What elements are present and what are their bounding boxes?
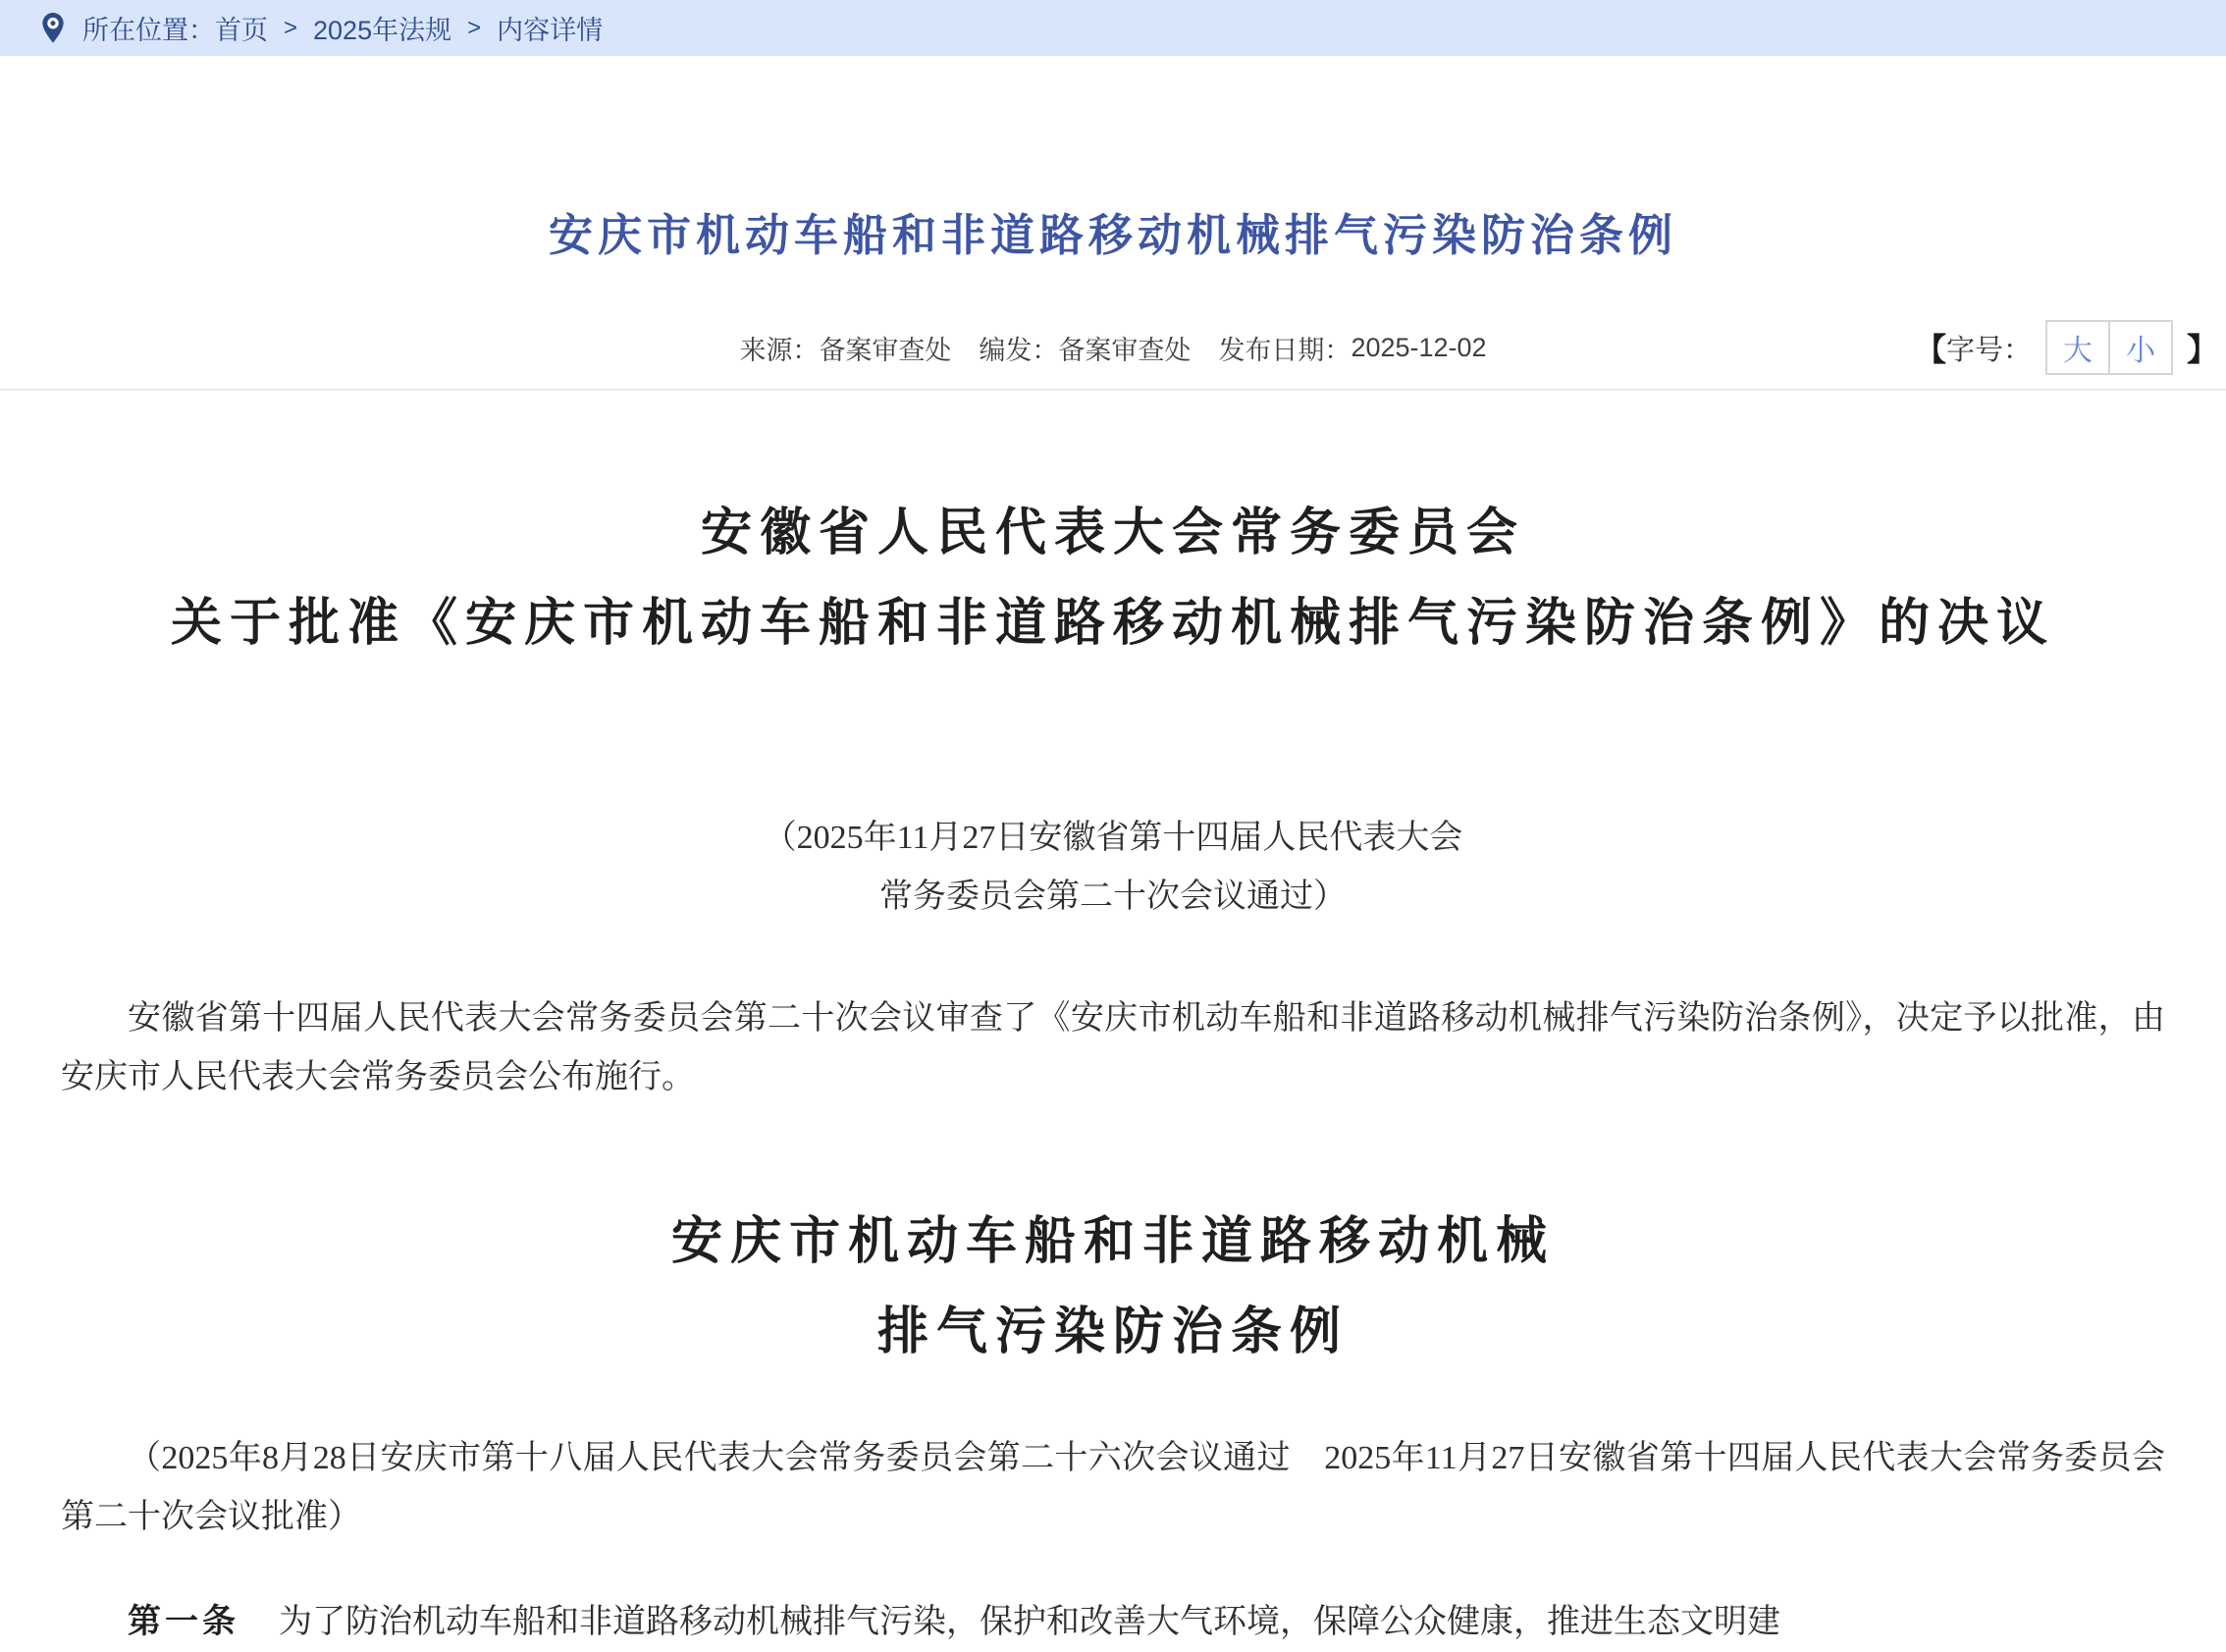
article-meta — [739, 329, 1486, 367]
page-title: 安庆市机动车船和非道路移动机械排气污染防治条例 — [548, 210, 1677, 260]
breadcrumb-separator-icon: > — [467, 14, 482, 41]
font-size-label: 字号： — [1945, 334, 2032, 366]
regulation-article-1 — [61, 1592, 2165, 1652]
font-size-open-bracket: 【 — [1914, 332, 1946, 367]
document-body — [0, 489, 2226, 1652]
article-header — [0, 199, 2226, 391]
resolution-session-note — [61, 809, 2165, 927]
font-size-widget — [1915, 320, 2218, 375]
meta-source-label: 来源： — [739, 335, 820, 365]
meta-row — [0, 320, 2226, 375]
location-pin-icon — [37, 11, 69, 46]
font-larger-button[interactable]: 大 — [2045, 320, 2110, 375]
resolution-body: 安徽省第十四届人民代表大会常务委员会第二十次会议审查了《安庆市机动车船和非道路移动机械排气污染防治条例》，决定予以批准，由安庆市人民代表大会常务委员会公布施行。 — [61, 1000, 2165, 1095]
resolution-heading-line2: 关于批准《安庆市机动车船和非道路移动机械排气污染防治条例》的决议 — [170, 596, 2055, 652]
breadcrumb-separator-icon: > — [284, 14, 298, 41]
meta-date-label: 发布日期： — [1218, 335, 1352, 365]
meta-editor-label: 编发： — [979, 335, 1059, 365]
meta-date-value: 2025-12-02 — [1351, 332, 1487, 362]
breadcrumb-link-content-detail[interactable]: 内容详情 — [497, 16, 604, 45]
breadcrumb — [0, 0, 2226, 56]
breadcrumb-link-2025-regulations[interactable]: 2025年法规 — [313, 16, 452, 45]
font-size-close-bracket: 】 — [2186, 332, 2218, 367]
meta-editor-value: 备案审查处 — [1058, 335, 1192, 365]
article-1-text: 为了防治机动车船和非道路移动机械排气污染，保护和改善大气环境，保障公众健康，推进生态文明建 — [279, 1604, 1780, 1640]
resolution-session-note-line1: （2025年11月27日安徽省第十四届人民代表大会 — [763, 820, 1463, 856]
font-smaller-button[interactable]: 小 — [2108, 320, 2173, 375]
meta-source-value: 备案审查处 — [819, 335, 952, 365]
regulation-session-note: （2025年8月28日安庆市第十八届人民代表大会常务委员会第二十六次会议通过 2025年11月27日安徽省第十四届人民代表大会常务委员会第二十次会议批准） — [61, 1440, 2165, 1535]
article-1-label: 第一条 — [128, 1603, 239, 1640]
regulation-heading-line1: 安庆市机动车船和非道路移动机械 — [670, 1214, 1555, 1270]
resolution-session-note-line2: 常务委员会第二十次会议通过） — [879, 879, 1347, 915]
breadcrumb-label: 所在位置： — [82, 16, 215, 45]
breadcrumb-link-home[interactable]: 首页 — [215, 16, 268, 45]
resolution-heading-line1: 安徽省人民代表大会常务委员会 — [700, 506, 1525, 561]
regulation-heading-line2: 排气污染防治条例 — [876, 1305, 1349, 1360]
